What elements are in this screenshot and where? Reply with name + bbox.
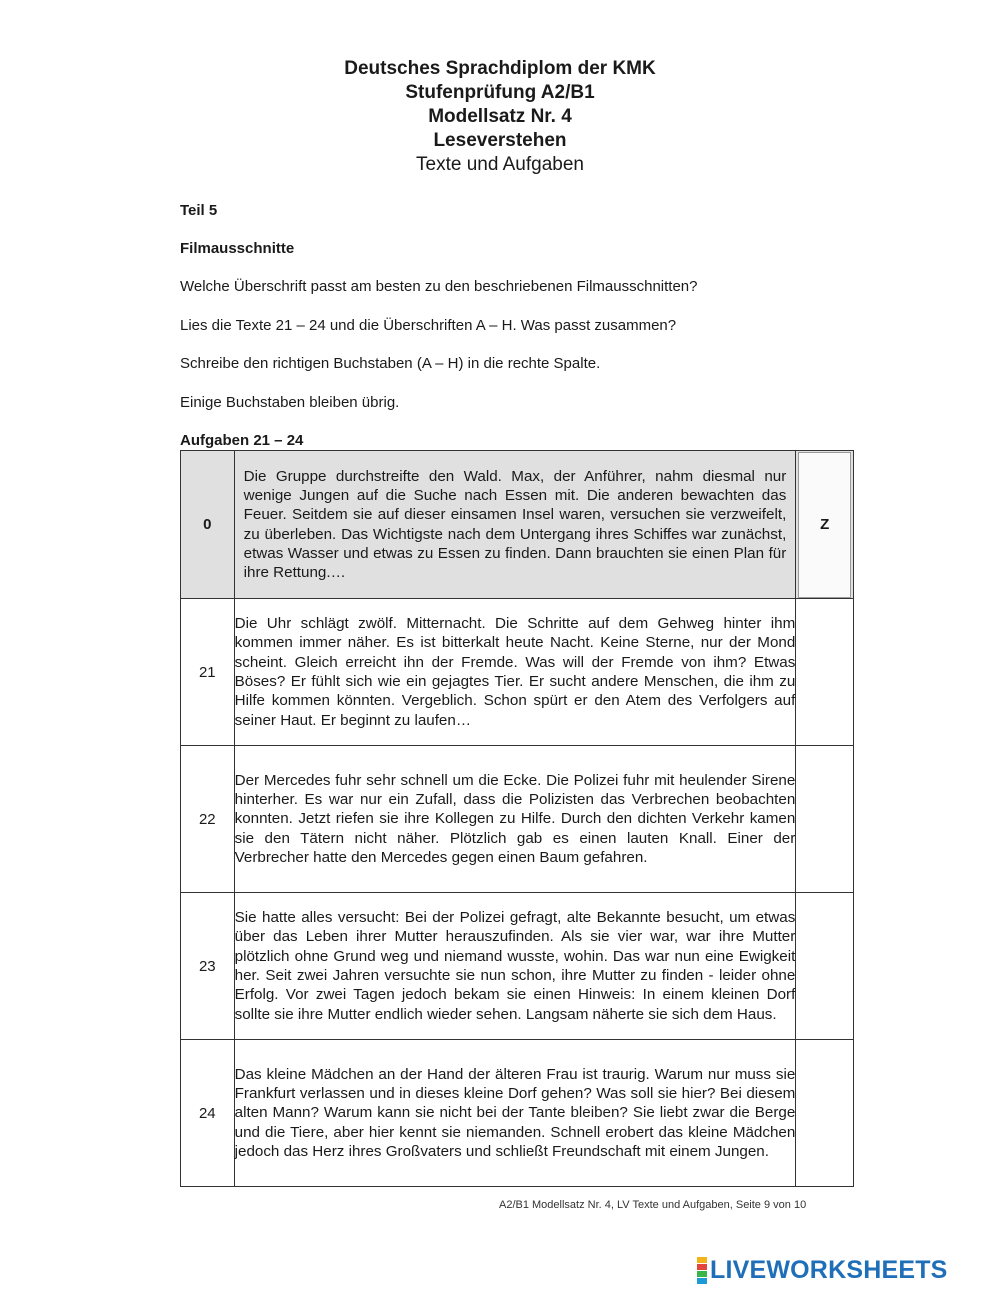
liveworksheets-logo-icon: [697, 1257, 707, 1284]
answer-field-22[interactable]: [796, 746, 854, 893]
model-set: Modellsatz Nr. 4: [428, 106, 572, 127]
row-text: Das kleine Mädchen an der Hand der älteren Frau ist traurig. Warum nur muss sie Frankfurt verlassen und in dieses kleine Dorf gehen? Was soll sie hier? Bei diesem alten Mann? Warum kann sie nicht bei der Tante bleiben? Sie liebt zwar die Berge und die Tiere, aber hier kennt sie niemanden. Schnell erobert das kleine Mädchen jedoch das Herz ihres Großvaters und schließt Freundschaft mit einem Jungen.: [234, 1040, 796, 1187]
row-number: 0: [181, 451, 235, 599]
brand-name: LIVEWORKSHEETS: [710, 1256, 948, 1284]
table-row: [181, 1040, 854, 1187]
part-heading: Teil 5: [180, 202, 218, 219]
instruction-1: Welche Überschrift passt am besten zu den beschriebenen Filmausschnitten?: [180, 278, 698, 295]
brand-logo[interactable]: [697, 1256, 948, 1285]
tasks-table: [180, 450, 854, 1187]
example-answer: [796, 451, 854, 599]
instruction-4: Einige Buchstaben bleiben übrig.: [180, 394, 400, 411]
instruction-2: Lies die Texte 21 – 24 und die Überschriften A – H. Was passt zusammen?: [180, 317, 677, 334]
exam-title: Deutsches Sprachdiplom der KMK: [344, 58, 656, 79]
row-text: Die Gruppe durchstreifte den Wald. Max, der Anführer, nahm diesmal nur wenige Jungen auf die Suche nach Essen mit. Die anderen bewachten das Feuer. Seitdem sie auf dieser einsamen Insel waren, versuchen sie verzweifelt, zu überleben. Das Wichtigste nach dem Untergang ihres Schiffes war zunächst, etwas Wasser und etwas zu Essen zu finden. Dann brauchten sie einen Plan für ihre Rettung.…: [234, 451, 796, 599]
row-text: Der Mercedes fuhr sehr schnell um die Ecke. Die Polizei fuhr mit heulender Sirene hinterher. Es war nur ein Zufall, dass die Polizisten das Verbrechen beobachten konnten. Jetzt riefen sie ihre Kollegen zu Hilfe. Durch den dichten Verkehr kamen sie den Tätern nicht näher. Plötzlich gab es einen lauten Knall. Einer der Verbrecher hatte den Mercedes gegen einen Baum gefahren.: [234, 746, 796, 893]
row-number: 23: [181, 893, 235, 1040]
table-row: [181, 893, 854, 1040]
example-answer-box: [798, 452, 851, 598]
answer-field-23[interactable]: [796, 893, 854, 1040]
skill-subtitle: Texte und Aufgaben: [416, 154, 584, 175]
instruction-3: Schreibe den richtigen Buchstaben (A – H) in die rechte Spalte.: [180, 355, 601, 372]
row-number: 21: [181, 599, 235, 746]
answer-field-24[interactable]: [796, 1040, 854, 1187]
tasks-heading: Aufgaben 21 – 24: [180, 432, 304, 449]
table-row: [181, 599, 854, 746]
table-row: [181, 746, 854, 893]
exam-level: Stufenprüfung A2/B1: [405, 82, 595, 103]
row-text: Die Uhr schlägt zwölf. Mitternacht. Die Schritte auf dem Gehweg hinter ihm kommen immer näher. Es ist bitterkalt heute Nacht. Keine Sterne, nur der Mond scheint. Gleich erreicht ihn der Fremde. Was will der Fremde von ihm? Etwas Böses? Er fühlt sich wie ein gejagtes Tier. Er sucht andere Menschen, die ihm zu Hilfe kommen könnten. Vergeblich. Schon spürt er den Atem des Verfolgers auf seiner Haut. Er beginnt zu laufen…: [234, 599, 796, 746]
example-row: [181, 451, 854, 599]
example-answer-letter: Z: [820, 516, 830, 533]
topic-heading: Filmausschnitte: [180, 240, 295, 257]
row-text: Sie hatte alles versucht: Bei der Polizei gefragt, alte Bekannte besucht, um etwas über das Leben ihrer Mutter herauszufinden. Als sie vier war, war ihre Mutter plötzlich ohne Grund weg und niemand wusste, wohin. Das war nun eine Ewigkeit her. Seit zwei Jahren versuchte sie nun schon, ihre Mutter zu finden - leider ohne Erfolg. Vor zwei Tagen jedoch bekam sie einen Hinweis: In einem kleinen Dorf sollte sie ihre Mutter endlich wieder sehen. Langsam näherte sie sich dem Haus.: [234, 893, 796, 1040]
row-number: 22: [181, 746, 235, 893]
row-number: 24: [181, 1040, 235, 1187]
page-footer: A2/B1 Modellsatz Nr. 4, LV Texte und Aufgaben, Seite 9 von 10: [499, 1199, 807, 1211]
document-header: [0, 57, 1000, 177]
answer-field-21[interactable]: [796, 599, 854, 746]
skill-title: Leseverstehen: [433, 130, 567, 151]
